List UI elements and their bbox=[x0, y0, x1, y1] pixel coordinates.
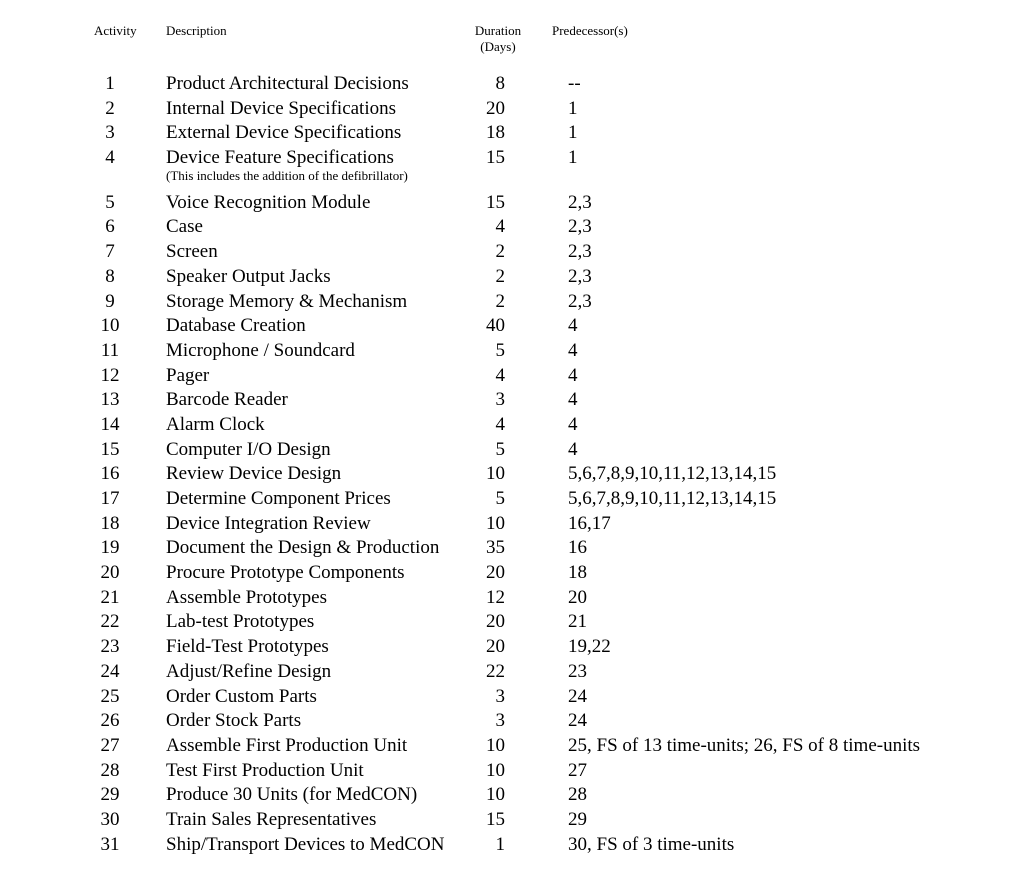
table-row bbox=[0, 759, 1024, 784]
activity-duration: 2 bbox=[495, 265, 505, 287]
activity-predecessors: 27 bbox=[568, 759, 587, 781]
table-row bbox=[0, 72, 1024, 97]
table-row bbox=[0, 314, 1024, 339]
activity-predecessors: 20 bbox=[568, 586, 587, 608]
activity-description: Lab-test Prototypes bbox=[166, 611, 315, 633]
table-row bbox=[0, 660, 1024, 685]
activity-number: 9 bbox=[105, 290, 115, 312]
activity-number: 1 bbox=[105, 73, 115, 94]
activity-number: 7 bbox=[105, 241, 115, 263]
activity-description: Product Architectural Decisions bbox=[166, 73, 409, 94]
activity-duration: 10 bbox=[486, 734, 505, 756]
table-row bbox=[0, 215, 1024, 240]
activity-predecessors: 1 bbox=[568, 97, 578, 119]
table-row bbox=[0, 413, 1024, 438]
activity-duration: 35 bbox=[486, 537, 505, 559]
activity-predecessors: 19,22 bbox=[568, 636, 611, 658]
activity-number: 16 bbox=[100, 463, 120, 485]
activity-description: Order Custom Parts bbox=[166, 685, 317, 707]
activity-duration: 20 bbox=[486, 562, 505, 584]
activity-duration: 4 bbox=[495, 364, 505, 386]
activity-description: Procure Prototype Components bbox=[166, 562, 405, 584]
activity-predecessors: 4 bbox=[568, 438, 578, 460]
table-row bbox=[0, 586, 1024, 611]
activity-number: 31 bbox=[100, 833, 120, 855]
activity-duration: 10 bbox=[486, 512, 505, 534]
activity-description: Storage Memory & Mechanism bbox=[166, 290, 408, 312]
activity-predecessors: 2,3 bbox=[568, 191, 592, 213]
activity-number: 12 bbox=[100, 364, 120, 386]
activity-number: 19 bbox=[100, 537, 120, 559]
activity-description: Pager bbox=[166, 364, 210, 386]
header-activity: Activity bbox=[94, 23, 137, 38]
activity-predecessors: 25, FS of 13 time-units; 26, FS of 8 time-units bbox=[568, 734, 921, 756]
activity-number: 28 bbox=[100, 759, 120, 781]
activity-predecessors: 16,17 bbox=[568, 512, 611, 534]
activity-number: 29 bbox=[100, 784, 120, 806]
activity-description: Microphone / Soundcard bbox=[166, 339, 355, 361]
activity-description: Test First Production Unit bbox=[166, 759, 364, 781]
activity-duration: 4 bbox=[495, 216, 505, 238]
activity-predecessors: 2,3 bbox=[568, 216, 592, 238]
activity-description: Case bbox=[166, 216, 203, 238]
activity-duration: 20 bbox=[486, 636, 505, 658]
activity-duration: 15 bbox=[486, 147, 505, 169]
activity-number: 18 bbox=[100, 512, 120, 534]
activity-number: 5 bbox=[105, 191, 115, 213]
activity-description: Produce 30 Units (for MedCON) bbox=[166, 784, 418, 806]
activity-duration: 18 bbox=[486, 122, 505, 144]
activity-predecessors: 1 bbox=[568, 147, 578, 169]
table-row bbox=[0, 783, 1024, 808]
activity-predecessors: 5,6,7,8,9,10,11,12,13,14,15 bbox=[568, 488, 777, 509]
activity-duration: 5 bbox=[495, 488, 505, 509]
table-row bbox=[0, 388, 1024, 413]
table-row bbox=[0, 536, 1024, 561]
table-row bbox=[0, 462, 1024, 487]
activity-number: 23 bbox=[100, 636, 120, 658]
activity-number: 21 bbox=[100, 586, 120, 608]
table-row bbox=[0, 240, 1024, 265]
table-row bbox=[0, 438, 1024, 463]
activity-predecessors: 5,6,7,8,9,10,11,12,13,14,15 bbox=[568, 463, 777, 485]
activity-predecessors: 16 bbox=[568, 537, 587, 559]
activity-predecessors: 24 bbox=[568, 685, 587, 707]
activity-duration: 15 bbox=[486, 191, 505, 213]
activity-description: Alarm Clock bbox=[166, 413, 265, 435]
header-duration bbox=[466, 23, 530, 55]
activity-number: 10 bbox=[100, 315, 120, 337]
header-duration-line2: (Days) bbox=[480, 39, 516, 54]
activity-duration: 22 bbox=[486, 660, 505, 682]
activity-number: 24 bbox=[100, 660, 120, 682]
activity-predecessors: 4 bbox=[568, 315, 578, 337]
activity-duration: 12 bbox=[486, 586, 505, 608]
activity-predecessors: 4 bbox=[568, 339, 578, 361]
activity-description: Document the Design & Production bbox=[166, 537, 440, 559]
activity-duration: 20 bbox=[486, 611, 505, 633]
activity-description: Database Creation bbox=[166, 315, 306, 337]
activity-description: Field-Test Prototypes bbox=[166, 636, 329, 658]
activity-number: 3 bbox=[105, 122, 115, 144]
activity-predecessors: 4 bbox=[568, 364, 578, 386]
activity-predecessors: 2,3 bbox=[568, 265, 592, 287]
activity-description: Assemble Prototypes bbox=[166, 586, 327, 608]
activity-description: Assemble First Production Unit bbox=[166, 734, 408, 756]
activity-duration: 8 bbox=[495, 73, 505, 94]
activity-description: Adjust/Refine Design bbox=[166, 660, 332, 682]
activity-duration: 40 bbox=[486, 315, 505, 337]
table-row bbox=[0, 364, 1024, 389]
activity-predecessors: 1 bbox=[568, 122, 578, 144]
activity-description: Speaker Output Jacks bbox=[166, 265, 331, 287]
table-row bbox=[0, 265, 1024, 290]
table-row bbox=[0, 339, 1024, 364]
activity-duration: 3 bbox=[495, 710, 505, 732]
activity-description: External Device Specifications bbox=[166, 122, 402, 144]
table-row bbox=[0, 685, 1024, 710]
table-row bbox=[0, 833, 1024, 858]
activity-description: Barcode Reader bbox=[166, 389, 288, 411]
activity-description: Review Device Design bbox=[166, 463, 342, 485]
header-predecessors: Predecessor(s) bbox=[552, 23, 628, 38]
activity-predecessors: 18 bbox=[568, 562, 587, 584]
header-duration-line1: Duration bbox=[474, 23, 522, 38]
activity-number: 6 bbox=[105, 216, 115, 238]
activity-description: Order Stock Parts bbox=[166, 710, 302, 732]
table-row bbox=[0, 734, 1024, 759]
activity-number: 14 bbox=[100, 413, 120, 435]
table-row bbox=[0, 487, 1024, 512]
activity-description: Train Sales Representatives bbox=[166, 808, 377, 830]
activity-predecessors: 28 bbox=[568, 784, 587, 806]
activity-predecessors: 2,3 bbox=[568, 290, 592, 312]
table-row bbox=[0, 97, 1024, 122]
activity-number: 25 bbox=[100, 685, 120, 707]
activity-number: 13 bbox=[100, 389, 120, 411]
table-row bbox=[0, 561, 1024, 586]
activity-description: Computer I/O Design bbox=[166, 438, 331, 460]
activity-predecessors: 4 bbox=[568, 389, 578, 411]
activity-duration: 15 bbox=[486, 808, 505, 830]
activity-predecessors: 30, FS of 3 time-units bbox=[568, 833, 735, 855]
activity-description: Device Integration Review bbox=[166, 512, 371, 534]
activity-number: 17 bbox=[100, 488, 120, 509]
activity-number: 26 bbox=[100, 710, 120, 732]
activity-duration: 5 bbox=[495, 438, 505, 460]
activity-duration: 2 bbox=[495, 290, 505, 312]
activity-predecessors: 24 bbox=[568, 710, 587, 732]
activity-number: 11 bbox=[100, 339, 120, 361]
activity-duration: 3 bbox=[495, 389, 505, 411]
activity-number: 20 bbox=[100, 562, 120, 584]
table-row bbox=[0, 610, 1024, 635]
activity-duration: 20 bbox=[486, 97, 505, 119]
activity-description: Determine Component Prices bbox=[166, 488, 391, 509]
activity-predecessors: 4 bbox=[568, 413, 578, 435]
table-row bbox=[0, 146, 1024, 171]
activity-list bbox=[0, 72, 1024, 857]
activity-number: 15 bbox=[100, 438, 120, 460]
table-row bbox=[0, 290, 1024, 315]
activity-predecessors: 23 bbox=[568, 660, 587, 682]
table-row bbox=[0, 709, 1024, 734]
activity-number: 22 bbox=[100, 611, 120, 633]
activity-description: Voice Recognition Module bbox=[166, 191, 371, 213]
activity-description: Ship/Transport Devices to MedCON bbox=[166, 833, 445, 855]
table-row bbox=[0, 808, 1024, 833]
table-row bbox=[0, 191, 1024, 216]
activity-description: Device Feature Specifications bbox=[166, 147, 394, 169]
activity-duration: 4 bbox=[495, 413, 505, 435]
activity-duration: 10 bbox=[486, 784, 505, 806]
activity-duration: 3 bbox=[495, 685, 505, 707]
activity-predecessors: 29 bbox=[568, 808, 587, 830]
activity-number: 2 bbox=[105, 97, 115, 119]
activity-predecessors: -- bbox=[568, 73, 581, 94]
activity-note: (This includes the addition of the defibrillator) bbox=[166, 167, 408, 183]
activity-predecessors: 21 bbox=[568, 611, 587, 633]
header-description: Description bbox=[166, 23, 227, 38]
activity-number: 27 bbox=[100, 734, 120, 756]
activity-number: 30 bbox=[100, 808, 120, 830]
table-row bbox=[0, 121, 1024, 146]
activity-description: Internal Device Specifications bbox=[166, 97, 397, 119]
activity-number: 4 bbox=[105, 147, 115, 169]
activity-duration: 5 bbox=[495, 339, 505, 361]
activity-duration: 1 bbox=[495, 833, 505, 855]
table-row bbox=[0, 512, 1024, 537]
activity-duration: 2 bbox=[495, 241, 505, 263]
activity-description: Screen bbox=[166, 241, 218, 263]
activity-number: 8 bbox=[105, 265, 115, 287]
activity-duration: 10 bbox=[486, 463, 505, 485]
activity-duration: 10 bbox=[486, 759, 505, 781]
table-row bbox=[0, 635, 1024, 660]
activity-predecessors: 2,3 bbox=[568, 241, 592, 263]
